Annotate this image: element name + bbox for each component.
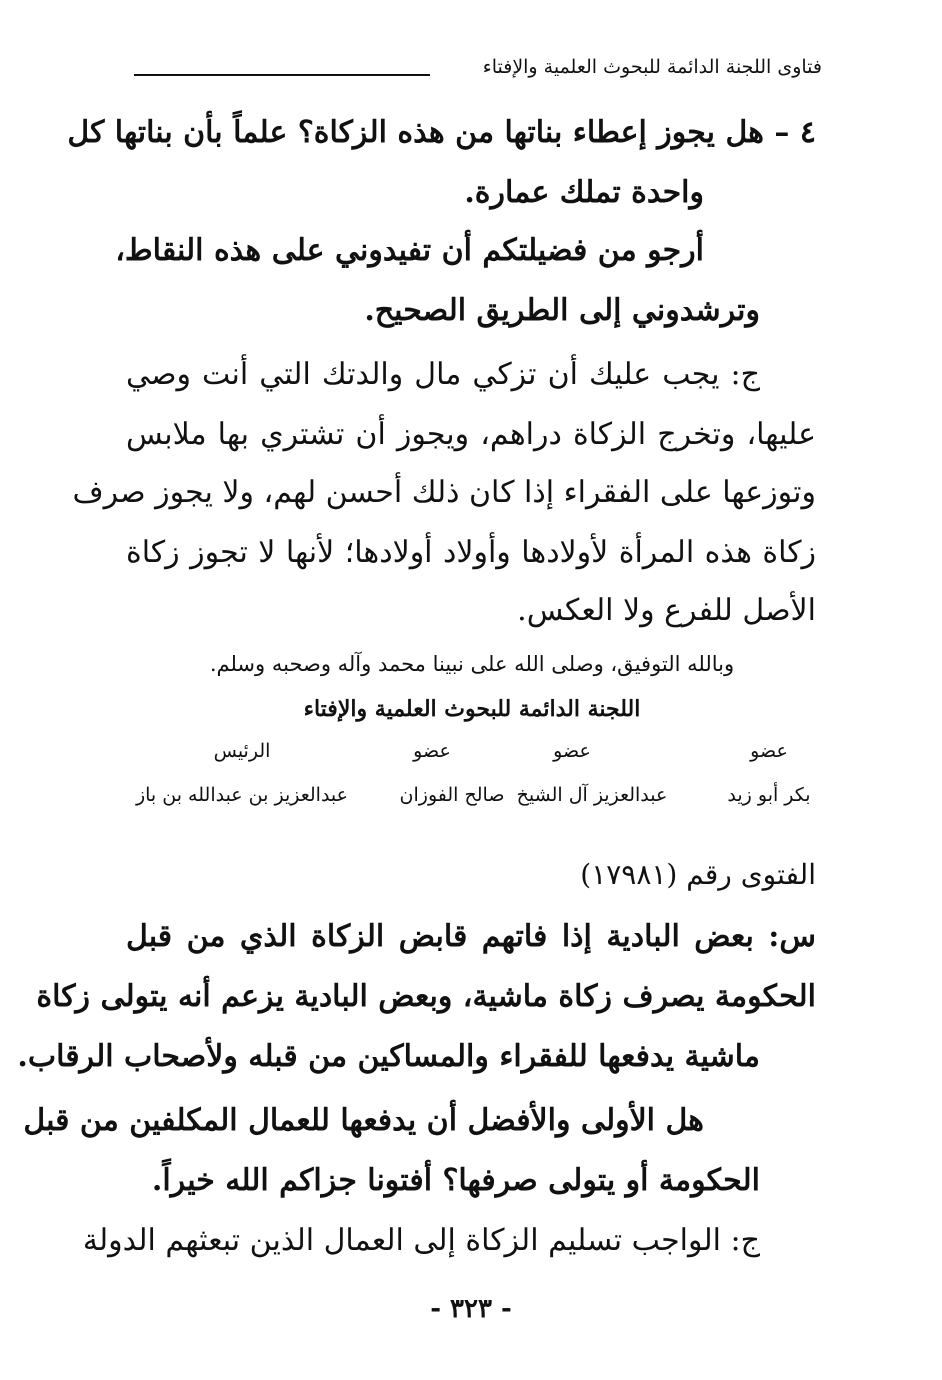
answer-line-3: وتوزعها على الفقراء إذا كان ذلك أحسن لهم، ولا يجوز صرف	[72, 475, 816, 510]
fatwa-number: الفتوى رقم (١٧٩٨١)	[580, 858, 816, 891]
closing-formula: وبالله التوفيق، وصلى الله على نبينا محمد وآله وصحبه وسلم.	[209, 652, 735, 676]
running-header	[122, 52, 822, 92]
signatory-role-3: عضو	[413, 740, 451, 762]
answer-line-4: زكاة هذه المرأة لأولادها وأولاد أولادها؛ لأنها لا تجوز زكاة	[126, 535, 816, 570]
signatory-name-4: عبدالعزيز بن عبدالله بن باز	[135, 784, 349, 806]
answer-line-2: عليها، وتخرج الزكاة دراهم، ويجوز أن تشتري بها ملابس	[126, 417, 816, 452]
signatory-name-2: عبدالعزيز آل الشيخ	[516, 784, 668, 806]
signatory-name-3: صالح الفوزان	[399, 784, 505, 806]
question2-line-2: الحكومة يصرف زكاة ماشية، وبعض البادية يزعم أنه يتولى زكاة	[36, 979, 816, 1014]
signatory-role-2: عضو	[553, 740, 591, 762]
answer-line-5: الأصل للفرع ولا العكس.	[517, 593, 816, 628]
signatory-role-4: الرئيس	[213, 740, 271, 762]
page-number: - ٣٢٣ -	[430, 1294, 512, 1324]
question2-line-4: هل الأولى والأفضل أن يدفعها للعمال المكلفين من قبل	[23, 1103, 704, 1138]
signatory-name-1: بكر أبو زيد	[727, 784, 811, 806]
question-line-2: واحدة تملك عمارة.	[464, 175, 704, 210]
answer-line-1: ج: يجب عليك أن تزكي مال والدتك التي أنت وصي	[126, 357, 760, 392]
header-title: فتاوى اللجنة الدائمة للبحوث العلمية والإفتاء	[482, 56, 822, 78]
signatory-role-1: عضو	[750, 740, 788, 762]
answer2-line-1: ج: الواجب تسليم الزكاة إلى العمال الذين تبعثهم الدولة	[82, 1223, 760, 1258]
question2-line-3: ماشية يدفعها للفقراء والمساكين من قبله ولأصحاب الرقاب.	[17, 1039, 760, 1074]
question-line-4: وترشدوني إلى الطريق الصحيح.	[364, 293, 760, 328]
committee-name: اللجنة الدائمة للبحوث العلمية والإفتاء	[303, 696, 641, 722]
header-rule	[134, 74, 430, 76]
question-line-1: ٤ – هل يجوز إعطاء بناتها من هذه الزكاة؟ علماً بأن بناتها كل	[67, 115, 816, 150]
question2-line-5: الحكومة أو يتولى صرفها؟ أفتونا جزاكم الله خيراً.	[151, 1163, 760, 1198]
question2-line-1: س: بعض البادية إذا فاتهم قابض الزكاة الذي من قبل	[126, 919, 816, 954]
question-line-3: أرجو من فضيلتكم أن تفيدوني على هذه النقاط،	[115, 233, 704, 268]
